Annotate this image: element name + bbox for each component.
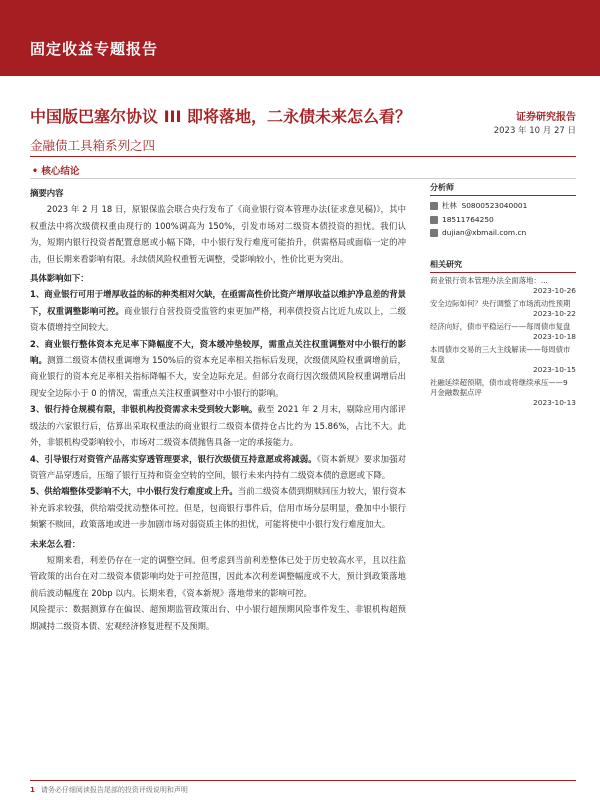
future-heading: 未来怎么看： (30, 538, 81, 549)
main-content (30, 182, 406, 634)
analyst-heading: 分析师 (430, 182, 576, 196)
header-banner (0, 0, 600, 76)
banner-title: 固定收益专题报告 (30, 40, 159, 58)
summary-paragraph: 2023 年 2 月 18 日，原银保监会联合央行发布了《商业银行资本管理办法(征求意见稿)》，其中权重法中将次级债权重由现行的 100%调高为 150%，引发市场对二级资本债投资的担忧。我们认为，短期内银行投资者配置意愿或小幅下降，中小银行发行难度可能抬升，供需格局或面临一定的冲击，但长期来看影响有限。永续债风险权重暂无调整，受影响较小，性价比更为突出。 (30, 204, 406, 264)
related-heading: 相关研究 (430, 259, 576, 273)
related-report[interactable]: 商业银行资本管理办法全面落地：... 2023-10-26 (430, 276, 576, 295)
impact-item-2: 2、商业银行整体资本充足率下降幅度不大，资本缓冲垫较厚，需重点关注权重调整对中小银行的影响。测算二级资本债权重调增为 150%后的资本充足率相关指标后发现，次级债风险权重调增前后，商业银行的资本充足率相关指标降幅不大，安全边际充足。但部分农商行因次级债风险权重调增后出现安全边际小于 0 的情况，需重点关注权重调整对中小银行的影响。 (30, 338, 407, 398)
analyst-row (430, 200, 576, 211)
related-report[interactable]: 社融延续超预期，债市或将继续承压——9 月金融数据点评 2023-10-13 (430, 378, 576, 407)
impact-heading: 具体影响如下： (30, 273, 89, 284)
person-icon (430, 202, 438, 210)
summary-heading: 摘要内容 (30, 188, 64, 198)
report-tag: 证券研究报告 (516, 112, 576, 123)
report-date: 2023 年 10 月 27 日 (493, 126, 576, 136)
impact-item-4: 4、引导银行对资管产品落实穿透管理要求，银行次级债互持意愿或将减弱。《资本新规》要求加强对资管产品穿透后，压缩了银行互持和资金空转的空间，银行未来内持有二级资本债的意愿或下降。 (30, 453, 406, 480)
license-number: S0800523040001 (461, 201, 528, 210)
report-title: 中国版巴塞尔协议 III 即将落地，二永债未来怎么看？ (30, 107, 412, 126)
risk-note: 风险提示：数据测算存在偏误、超预期监管政策出台、中小银行超预期风险事件发生、非银机构超预期减持二级资本债、宏观经济修复进程不及预期。 (30, 604, 406, 631)
sidebar (430, 178, 576, 408)
impact-item-3: 3、银行持仓规模有限，非银机构投资需求未受到较大影响。截至 2021 年 2 月末，剔除应用内部评级法的六家银行后，估算出采取权重法的商业银行二级资本债持仓占比约为 15.86%，占比不大。此外，非银机构受影响较小，市场对二级资本债抛售具备一定的承接能力。 (30, 404, 406, 448)
page-number: 1 (30, 786, 35, 794)
related-report[interactable]: 本周债市交易的三大主线解读——每周债市复盘 2023-10-15 (430, 345, 576, 374)
future-paragraph: 短期来看，利差仍存在一定的调整空间。但考虑到当前利差整体已处于历史较高水平，且以往监管政策的出台在对二级资本债影响均处于可控范围，因此本次利差调整幅度或不大，预计到政策落地前后波动幅度在 20bp 以内。长期来看，《资本新规》落地带来的影响可控。 (30, 554, 406, 598)
email-icon (430, 229, 438, 237)
report-subtitle: 金融债工具箱系列之四 (30, 138, 156, 153)
phone-icon (430, 216, 438, 224)
core-label: • 核心结论 (32, 166, 80, 177)
analyst-name: 杜林 (442, 201, 457, 210)
related-report[interactable]: 经济向好，债市平稳运行——每周债市复盘 2023-10-18 (430, 322, 576, 341)
related-report[interactable]: 安全边际如何？央行调整了市场流动性预期 2023-10-22 (430, 299, 576, 318)
phone-row: 18511764250 (430, 215, 576, 224)
divider (30, 156, 576, 157)
impact-item-1: 1、商业银行可用于增厚收益的标的种类相对欠缺，在亟需高性价比资产增厚收益以维护净息差的背景下，权重调整影响可控。商业银行自营投资受监管约束更加严格，利率债投资占比近九成以上，二级资本债增持空间较大。 (30, 289, 407, 333)
footer (30, 780, 576, 795)
impact-item-5: 5、供给端整体受影响不大，中小银行发行难度或上升。当前二级资本债到期赎回压力较大，银行资本补充诉求较强，供给端受扰动整体可控。但是，包商银行事件后，信用市场分层明显，叠加中小银行频繁不赎回，政策落地或进一步加剧市场对弱资质主体的担忧，可能将使中小银行发行难度加大。 (30, 486, 407, 530)
email-row[interactable]: dujian@xbmail.com.cn (430, 228, 576, 237)
footer-disclaimer: 请务必仔细阅读报告尾部的投资评级说明和声明 (40, 786, 188, 794)
